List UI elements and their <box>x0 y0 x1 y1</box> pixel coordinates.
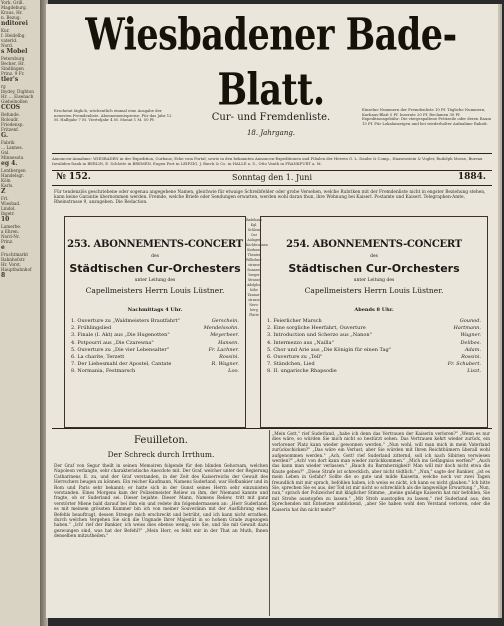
program-piece: 2. Frühlingslied <box>71 325 112 332</box>
program-composer: Delibes. <box>460 339 481 346</box>
spine-ad-heading: Z <box>1 188 6 195</box>
spine-text: Hauptbahnhof <box>1 267 32 272</box>
spine-text: Fabrik <box>1 140 15 145</box>
spine-ad-heading: e <box>1 244 5 251</box>
spine-ad-heading: s Mobel <box>1 48 28 55</box>
concert-orchestra: Städtischen Cur-Orchesters <box>69 262 241 275</box>
spine-ad-heading: CCOS <box>1 104 21 111</box>
concert-der: des <box>370 254 378 259</box>
ad-entry: Theater <box>247 253 261 257</box>
program-item <box>71 325 239 332</box>
concert-program <box>267 318 481 376</box>
feuilleton-section <box>54 429 268 540</box>
program-composer: Fr. Schubert. <box>447 361 481 368</box>
dateline <box>52 172 492 184</box>
program-piece: 4. Potpourri aus „Die Czarewna" <box>71 339 154 346</box>
subhead-center <box>196 112 346 137</box>
ad-entry: Wilhelms- <box>246 258 262 262</box>
spine-text: Prinz. 9 Fr. <box>1 71 25 76</box>
program-item <box>71 361 239 368</box>
program-composer: Loo. <box>228 368 239 375</box>
spine-text: lbydey, Dighton <box>1 89 34 94</box>
program-piece: 1. Feierlicher Marsch <box>267 318 322 324</box>
newspaper-page <box>46 4 498 618</box>
spine-text: Handelsgr. <box>1 173 25 178</box>
program-item <box>71 332 239 339</box>
ad-entry: Sonnen- <box>247 268 261 272</box>
program-item <box>267 340 481 347</box>
concert-lead: unter Leitung des <box>353 278 395 283</box>
spine-text: Prinz. <box>1 239 14 244</box>
spine-text: Kur. <box>1 28 10 33</box>
spine-ad-heading: 8 <box>1 272 6 279</box>
spine-text: Kraus. Hr. <box>1 10 23 15</box>
concert-conductor: Capellmeisters Herrn Louis Lüstner. <box>304 286 444 295</box>
ad-entry: Taunus- <box>247 293 261 297</box>
ad-entry: berg <box>250 308 258 312</box>
program-composer: R. Wagner. <box>211 361 239 368</box>
spine-text: Karls. <box>1 183 14 188</box>
program-piece: 7. Der Liebesmahl der Apostel, Cantate <box>71 361 172 368</box>
spine-text: f. Heidelbg. <box>1 33 26 38</box>
spine-text: Magdeburg. <box>1 5 28 10</box>
ad-entry: Cur <box>250 233 257 237</box>
concert-box-evening <box>260 216 488 428</box>
program-piece: 2. Eine sorgliche Heerfahrt, Ouverture <box>267 325 366 332</box>
program-item <box>267 318 481 325</box>
program-item <box>71 318 239 325</box>
spine-text: a Ehren. <box>1 229 20 234</box>
masthead-title: Wiesbadener Bade-Blatt. <box>85 9 457 116</box>
divider <box>52 185 492 186</box>
spine-text: Hr. ... Eisenach <box>1 94 34 99</box>
divider <box>52 153 492 154</box>
ad-entry: strasse <box>248 298 260 302</box>
spine-text: Frl. <box>1 196 9 201</box>
program-piece: 6. La charite, Terzett <box>71 354 125 361</box>
spine-text: ... Lannes. <box>1 145 23 150</box>
spine-text: Befunde. <box>1 112 20 117</box>
program-item <box>267 347 481 354</box>
program-item <box>267 325 481 332</box>
spine-text: Nord. <box>1 43 14 48</box>
spine-text: York. Grill. <box>1 0 24 5</box>
program-piece: 4. Intermezzo aus „Nailla" <box>267 339 334 346</box>
ad-entry: Kurhaus <box>247 248 261 252</box>
program-composer: Hansen. <box>218 339 239 346</box>
spine-text: Wiesbad. <box>1 201 21 206</box>
program-item <box>71 347 239 354</box>
spine-text: Lontbergen <box>1 168 26 173</box>
ad-entry: Kgl. <box>250 223 258 227</box>
spine-text: Köln <box>1 178 11 183</box>
feuilleton-heading: Feuilleton. <box>134 435 188 446</box>
ad-entry: berger <box>248 273 260 277</box>
concert-orchestra: Städtischen Cur-Orchesters <box>288 262 460 275</box>
program-composer: Liszt. <box>467 368 481 375</box>
program-piece: 8. Normania, Festmarsch <box>71 368 136 375</box>
program-composer: Hartmann. <box>453 325 481 332</box>
spine-text: Fritzenf. <box>1 127 20 132</box>
ad-entry: Badehaus <box>246 218 262 222</box>
feuilleton-body: Der Graf von Segur theilt in seinen Memoiren folgende für den blinden Gehorsam, welchen Napoleon verlangte, sehr charakteristische Anecdote mit. Der Graf, welcher unter der Regierung Catharinens II. zu, und der Graf verstanden, in der Zeit des Kaiserreichs der Gewalt des Herrschers beugen zu können. Ein reicher Kaufmann, Namens Suderland, war Hofbankier und in Rom und Paris sehr bekannt; er hatte sich in der Gunst seines Herrn sehr einzunisten verstanden. Eines Morgens kam der Polizeimeister Reliew zu ihm, der Niemand kannte und fragte, ob er Suderland sei. Dieser bejahte. Dieser Mann, Namens Reliew, tritt mit ganz verstörter Miene bald darauf bei ihm ein und redete ihn folgendermassen an: „Herr Suderland, es mit meinem grössten Kummer bin ich von meiner Souveränin mit der Ausführung eines Befehls beauftragt, dessen Strenge mich erschreckt und betrübt, und ich kann nicht errathen, durch welchen Vergehen Sie sich die Ungnade Ihrer Majestät in so hohem Grade zugezogen haben." „Ich! rief der Bankier, ich weiss dies ebenso wenig, wie Sie, und Sie mit Gewalt dazu gezwungen sind, was hat der Befehl?" „Mein Herr, es fehlt mir in der That an Muth, Ihnen denselben mitzutheilen." <box>54 464 268 540</box>
spine-text: rg <box>1 84 6 89</box>
ad-entry: Anlagen <box>247 238 261 242</box>
pricing-info: Einzelne Nummern der Fremdenliste 10 Pf. Tägliche Nummern, Kurhaus-Blatt 5 Pf. Inserate 20 Pf. Reclamen 30 Pf. Expeditionsgebühr: Die viergespaltene Petitzeile oder deren Raum 15 Pf. Für Lokalanzeigen und bei wiederholter Aufnahme Rabatt. <box>362 107 491 126</box>
program-composer: Fr. Lachner. <box>208 346 239 353</box>
concert-der: des <box>151 254 159 259</box>
concert-lead: unter Leitung des <box>134 278 176 283</box>
issue-year: 1884. <box>457 172 486 182</box>
program-item <box>267 354 481 361</box>
subscription-info: Erscheint täglich, wöchentlich einmal eine Ausgabe der neuesten Fremdenliste. Abonnementspreise: Für das Jahr 12 M. Halbjahr 7 M. Vierteljahr 4 M. Monat 1 M. 50 Pf. <box>54 108 172 123</box>
adjacent-page-spine <box>0 0 44 626</box>
ad-entry: Nero- <box>249 303 259 307</box>
ad-entry: Kochbrunnen <box>246 243 268 247</box>
spine-text: Lindol. <box>1 206 16 211</box>
program-composer: Rossini. <box>219 354 239 361</box>
concert-time: Abends 8 Uhr. <box>354 307 394 313</box>
program-composer: Wagner. <box>460 332 481 339</box>
program-piece: 5. Ouverture zu „Die vier Lebensalter" <box>71 346 170 353</box>
spine-text: Gnl. <box>1 150 10 155</box>
spine-text: lbgetr. <box>1 211 15 216</box>
spine-text: Nord-Nr. <box>1 234 20 239</box>
program-item <box>71 354 239 361</box>
concert-title: 253. ABONNEMENTS-CONCERT <box>67 239 243 250</box>
spine-text: Bahnhofstr. <box>1 257 26 262</box>
editorial-notice: Für tendenziös geschriebene oder sogenau angegebene Namen, gleichwie für etwaige Schreibfehler oder grobe Versehen, welche Rubriken mit der Fremdenliste nicht in engster Beziehung stehen, kann keine Garantie übernommen werden. Fremde, welche Briefe oder Sendungen erwarten, werden wohl daran thun, ihre Wohnung bei Kaiserl. Postamte und Kaiserl. Telegraphen-Amte, Rheinstrasse 9, anzugeben. Die Redaction. <box>54 190 486 206</box>
ad-entry: Strasse <box>247 278 261 282</box>
spine-text: Friedensp. <box>1 122 24 127</box>
volume-year: 18. Jahrgang. <box>246 129 296 137</box>
concert-time: Nachmittags 4 Uhr. <box>127 307 183 313</box>
page-edge <box>498 12 502 612</box>
spine-ad-heading: eg 4. <box>1 160 18 167</box>
concert-box-afternoon <box>64 216 246 428</box>
program-piece: 7. Ständchen, Lied <box>267 361 315 368</box>
column-divider <box>269 430 270 616</box>
program-piece: 3. Finale (I. Akt) aus „Die Hugenotten" <box>71 332 170 339</box>
program-item <box>267 368 481 375</box>
concert-title: 254. ABONNEMENTS-CONCERT <box>286 239 462 250</box>
ad-entry: strasse <box>248 263 260 267</box>
subtitle: Cur- und Fremdenliste. <box>211 112 331 123</box>
program-item <box>71 368 239 375</box>
program-composer: Adam. <box>464 346 481 353</box>
ad-entry: Schloss <box>247 228 261 232</box>
feuilleton-title: Der Schreck durch Irrthum. <box>107 450 215 459</box>
concert-program <box>71 318 239 376</box>
program-item <box>71 340 239 347</box>
spine-ad-heading: nditorei <box>1 20 28 27</box>
program-piece: 1. Ouverture zu „Waldmeisters Brautfahrt" <box>71 318 180 324</box>
spine-ad-heading: G. <box>1 132 8 139</box>
program-composer: Gounod. <box>459 318 481 324</box>
spine-text: Sindlingen <box>1 66 24 71</box>
program-composer: Gerschein. <box>211 318 239 324</box>
program-piece: 5. Chor und Arie aus „Die Königin für einen Tag" <box>267 346 391 353</box>
ad-entry: Platte <box>249 313 259 317</box>
issue-number: № 152. <box>56 172 91 182</box>
spine-text: Minnesota <box>1 155 24 160</box>
spine-text: Lamerbe. <box>1 224 22 229</box>
ad-entry: Adolphs- <box>246 283 262 287</box>
divider <box>52 170 492 171</box>
program-item <box>267 332 481 339</box>
announcement-line: Annoncen-Annahme: WIESBADEN in der Expedition, Curhaus; Ecke vom Portal; sowie in den bekannten Annoncen-Expeditionen und Filialen der Herren G. L. Daube & Comp., Haasenstein & Vogler, Rudolph Mosse, Bureau Invaliden-Dank in BERLIN, E. Schlotte in BREMEN, Eugen Fort in LEIPZIG, J. Barck & Co. in HALLE a. S., Otto Vauth in FRANKFURT a. M. <box>52 156 483 166</box>
spine-text: Becker, Hr. <box>1 61 25 66</box>
program-piece: 3. Introduction und Scherzo aus „Nanon" <box>267 332 372 339</box>
ad-entry: höhe <box>250 288 258 292</box>
spine-text: vaterld. <box>1 38 18 43</box>
program-piece: 8. II. ungarische Rhapsodie <box>267 368 337 375</box>
feuilleton-continuation: „Mein Gott," rief Suderland, „habe ich denn das Vertrauen der Kaiserin verloren?" „Wenn es nur dies wäre, so würden Sie mich nicht so bestürzt sehen. Das Vertrauen kehrt wieder zurück, ein verlorener Platz kann wieder gewonnen werden." „Nun wohl, will man mich in mein Vaterland zurückschicken?" „Das wäre ein Verlust, aber Sie würden mit Ihren Reichthümern überall wohl aufgenommen werden." „Ach, Gott! rief Suderland zitternd, soll ich nach Sibirien verwiesen werden?" „Ach! von dort kann man wieder zurückkommen." „Mich ins Gefängniss werfen?" „Auch das kann man wieder verlassen." „Bauch du Barmherzigkeit! Man will mir doch nicht etwa die Knute geben?" „Diese Strafe ist schrecklich, aber nicht tödtlich." „Nun," sagte der Bankier, „ist es mein Leben in Gefahr? Sollte die so gute und milde Kaiserin, welche noch vor zwei Tagen freundlich mit mir sprach, befohlen haben, ich weiss es nicht, ich kann es nicht glauben." Ich bitte Sie, sprechen Sie es aus, der Tod ist mir nicht so schrecklich als die langweilige Erwartung." „Nun, nun," sprach der Polizeichef mit kläglicher Stimme, „meine gnädige Kaiserin hat mir befohlen, Sie mit Strohe ausstopfen zu lassen." „Mit Stroh ausstopfen zu lassen," rief Suderland aus, den Sprechenden mit Entsetzen anblickend, „aber Sie haben wohl den Verstand verloren, oder die Kaiserin hat ihn nicht mehr?" <box>272 432 490 513</box>
program-item <box>267 361 481 368</box>
program-composer: Rossini. <box>461 354 481 361</box>
program-composer: Meyerbeer. <box>210 332 239 339</box>
spine-text: n. Bezug. <box>1 15 21 20</box>
spine-text: Giebelnollen <box>1 99 28 104</box>
spine-text: Petersburg <box>1 56 25 61</box>
spine-ad-heading: tler's <box>1 76 19 83</box>
program-composer: Mendelssohn. <box>203 325 239 332</box>
issue-date: Sonntag den 1. Juni <box>231 173 313 182</box>
concert-conductor: Capellmeisters Herrn Louis Lüstner. <box>85 286 225 295</box>
spine-text: Fruchtmarkt <box>1 252 29 257</box>
spine-text: Roloudr. <box>1 117 19 122</box>
program-piece: 6. Ouverture zu „Tell" <box>267 354 323 361</box>
spine-ad-heading: 10 <box>1 216 10 223</box>
spine-text: Hr. Vorst. <box>1 262 22 267</box>
